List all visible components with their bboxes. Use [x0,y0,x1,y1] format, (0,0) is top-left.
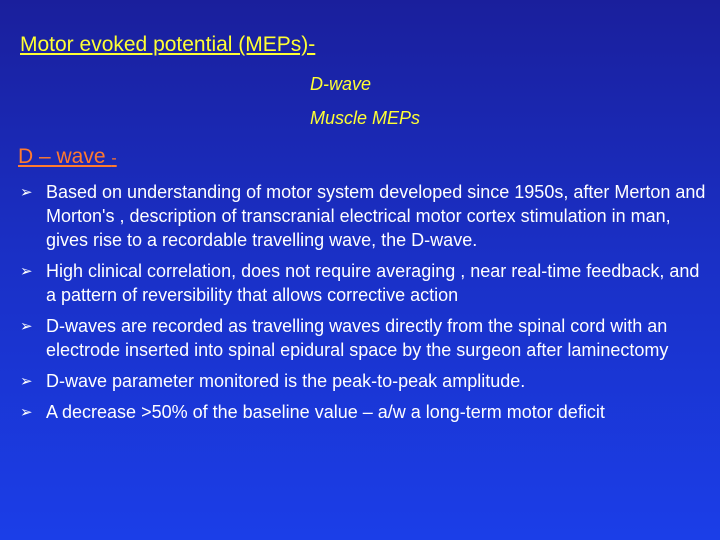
bullet-text: D-waves are recorded as travelling waves directly from the spinal cord with an electrode inserted into spinal epidural space by the surgeon after laminectomy [46,316,669,360]
section-heading-text: D – wave [18,145,112,168]
bullet-item [20,180,710,252]
bullet-item [20,259,710,307]
bullet-item [20,369,710,393]
bullet-text: A decrease >50% of the baseline value – a/w a long-term motor deficit [46,402,605,422]
arrowhead-bullet-icon: ➢ [20,262,33,280]
subtitle-muscle-meps: Muscle MEPs [310,108,421,128]
bullet-item [20,314,710,362]
bullet-item [20,400,710,424]
slide-title: Motor evoked potential (MEPs)- [20,33,316,56]
subtitle-d-wave: D-wave [310,74,372,94]
bullet-text: D-wave parameter monitored is the peak-to-peak amplitude. [46,371,526,391]
section-heading [18,145,117,169]
arrowhead-bullet-icon: ➢ [20,372,33,390]
arrowhead-bullet-icon: ➢ [20,317,33,335]
arrowhead-bullet-icon: ➢ [20,183,33,201]
bullet-text: Based on understanding of motor system developed since 1950s, after Merton and Morton's , description of transcranial electrical motor cortex stimulation in man, gives rise to a recordable travelling wave, the D-wave. [46,182,706,250]
arrowhead-bullet-icon: ➢ [20,403,33,421]
bullet-list [20,180,710,431]
bullet-text: High clinical correlation, does not require averaging , near real-time feedback, and a pattern of reversibility that allows corrective action [46,261,700,305]
section-heading-suffix: - [111,150,117,167]
